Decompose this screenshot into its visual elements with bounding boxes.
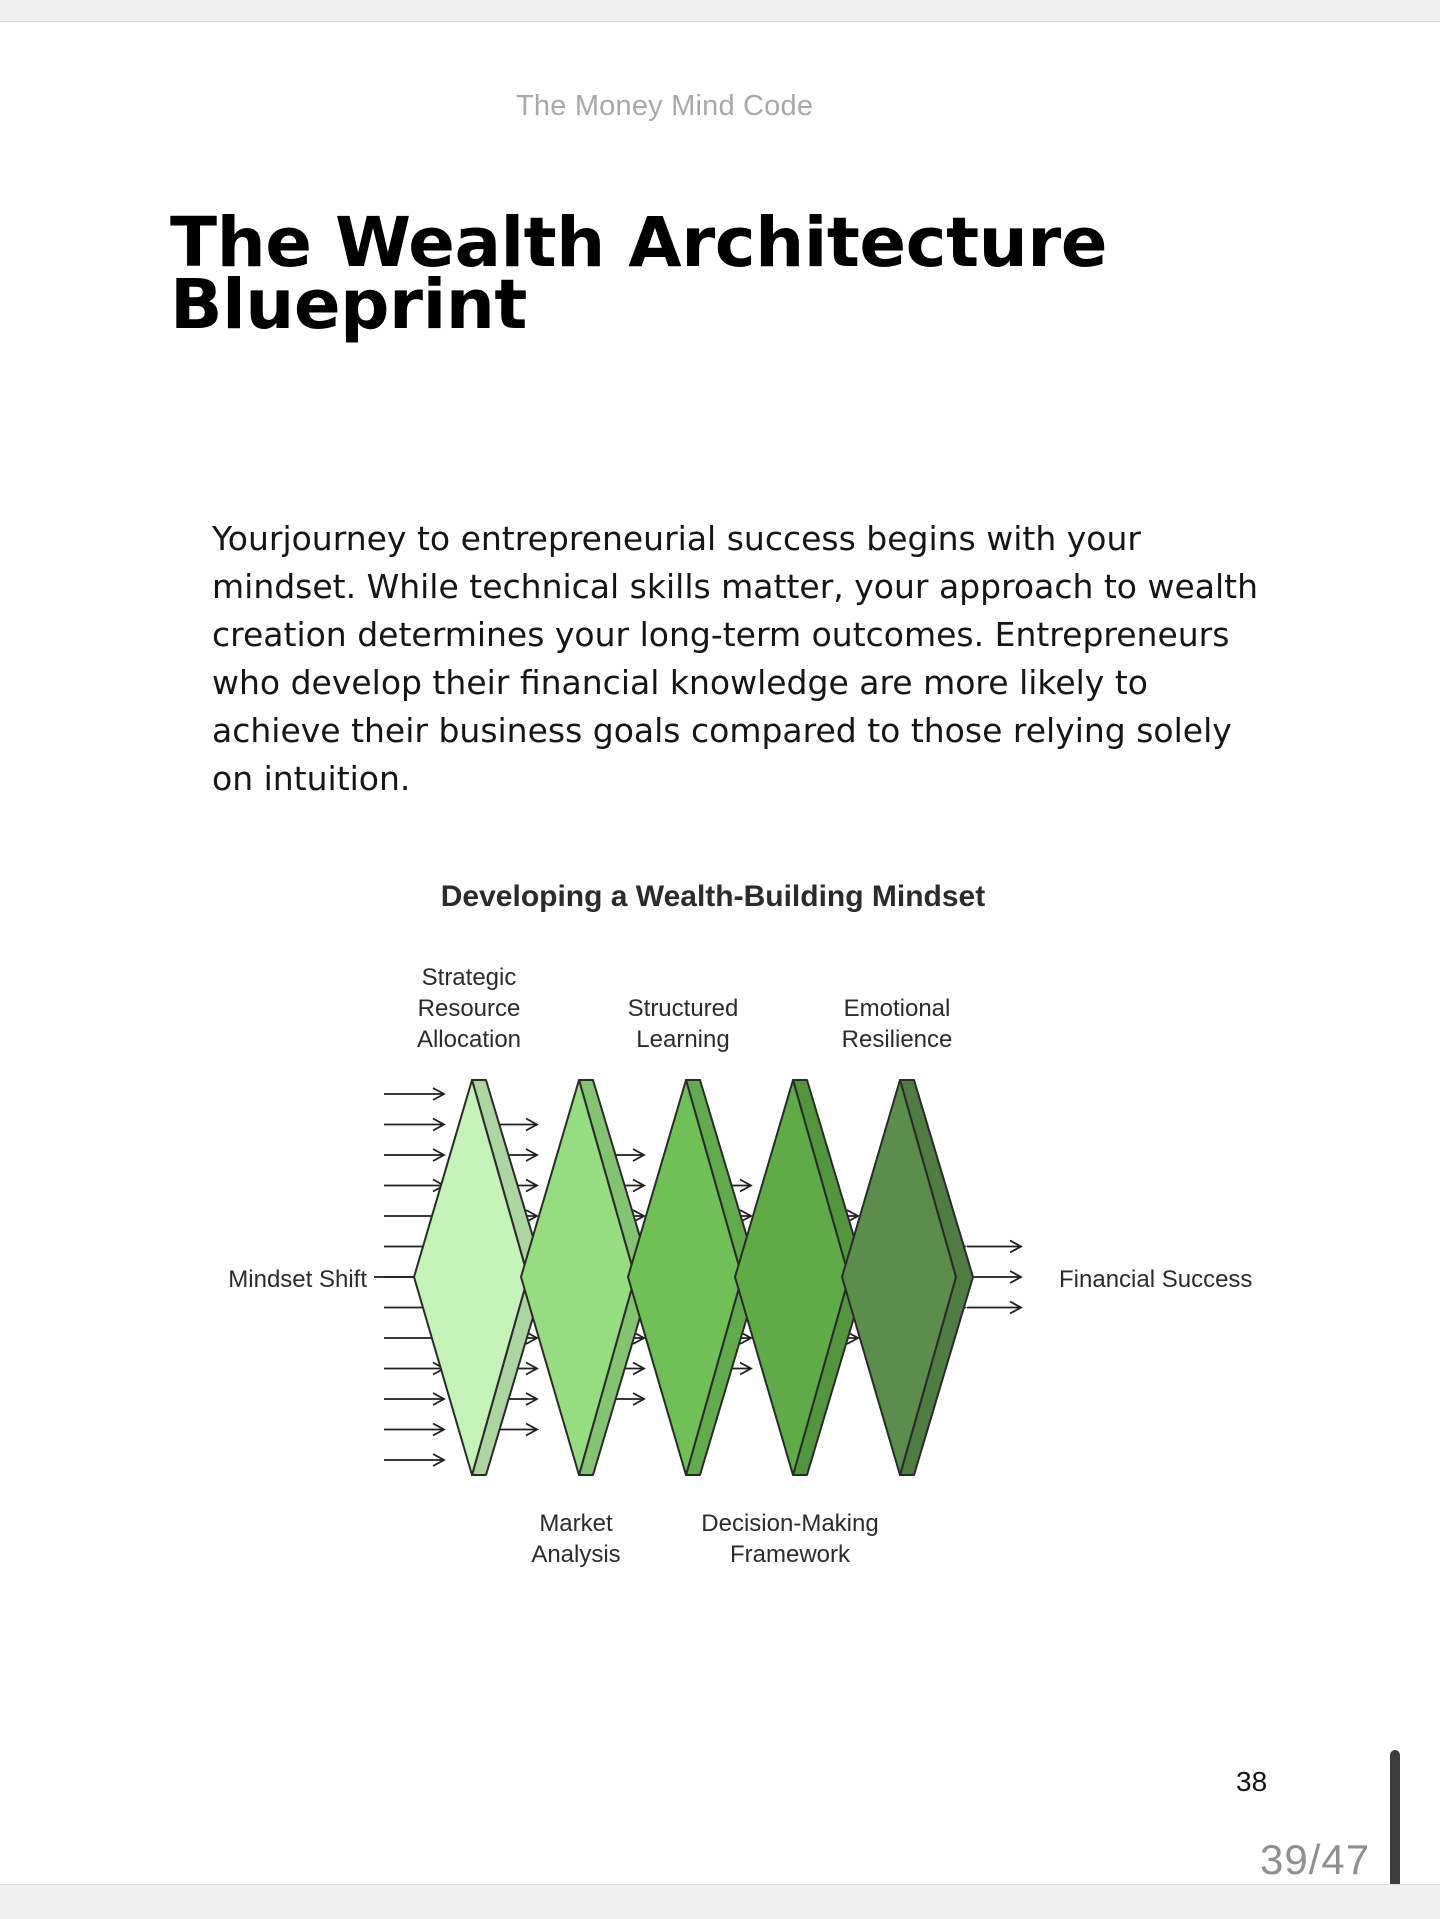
stage-label: [628, 995, 739, 1053]
stage-label-line: Resource: [417, 995, 521, 1022]
stage-chevron-face: [735, 1080, 849, 1475]
stage-label-line: Analysis: [531, 1541, 621, 1568]
page-counter: 39/47: [1260, 1836, 1371, 1883]
stage-label: [701, 1510, 878, 1568]
page-number: 38: [1236, 1766, 1268, 1797]
output-label: Financial Success: [1059, 1266, 1253, 1293]
page-title: [170, 203, 1170, 345]
body-line: on intuition.: [212, 759, 411, 798]
stage-label-line: Market: [539, 1510, 613, 1537]
stage-label-line: Learning: [636, 1026, 730, 1053]
viewer-top-bar: [0, 0, 1440, 22]
stage-label: [842, 995, 953, 1053]
body-line: achieve their business goals compared to those relying solely: [212, 711, 1232, 750]
body-line: Yourjourney to entrepreneurial success begins with your: [212, 519, 1141, 558]
stage-label-line: Allocation: [416, 1026, 522, 1053]
viewer-bottom-bar: [0, 1884, 1440, 1919]
body-line: creation determines your long-term outcomes. Entrepreneurs: [212, 615, 1230, 654]
diagram-svg: [200, 860, 1300, 1580]
stage-label-line: Decision-Making: [701, 1510, 879, 1537]
body-paragraph: [212, 515, 1282, 803]
title-line-1: The Wealth Architecture: [170, 203, 1108, 283]
title-line-2: Blueprint: [170, 265, 527, 345]
stage-chevron-face: [842, 1080, 956, 1475]
stage-label: [531, 1510, 620, 1568]
stage-chevron-face: [414, 1080, 528, 1475]
stage-label-line: Resilience: [841, 1026, 953, 1053]
stage-label: [417, 964, 521, 1053]
wealth-mindset-diagram: [200, 860, 1300, 1580]
body-line: who develop their financial knowledge are more likely to: [212, 663, 1148, 702]
shapes-layer: [414, 1080, 973, 1475]
stage-chevron-face: [628, 1080, 742, 1475]
stage-chevron: [842, 1080, 973, 1475]
stage-label-line: Emotional: [843, 995, 951, 1022]
diagram-title: Developing a Wealth-Building Mindset: [440, 880, 986, 913]
input-label: Mindset Shift: [228, 1266, 367, 1293]
stage-label-line: Structured: [627, 995, 739, 1022]
stage-label-line: Strategic: [421, 964, 517, 991]
running-header: The Money Mind Code: [516, 90, 814, 122]
body-line: mindset. While technical skills matter, your approach to wealth: [212, 567, 1259, 606]
stage-chevron-face: [521, 1080, 635, 1475]
stage-label-line: Framework: [729, 1541, 851, 1568]
